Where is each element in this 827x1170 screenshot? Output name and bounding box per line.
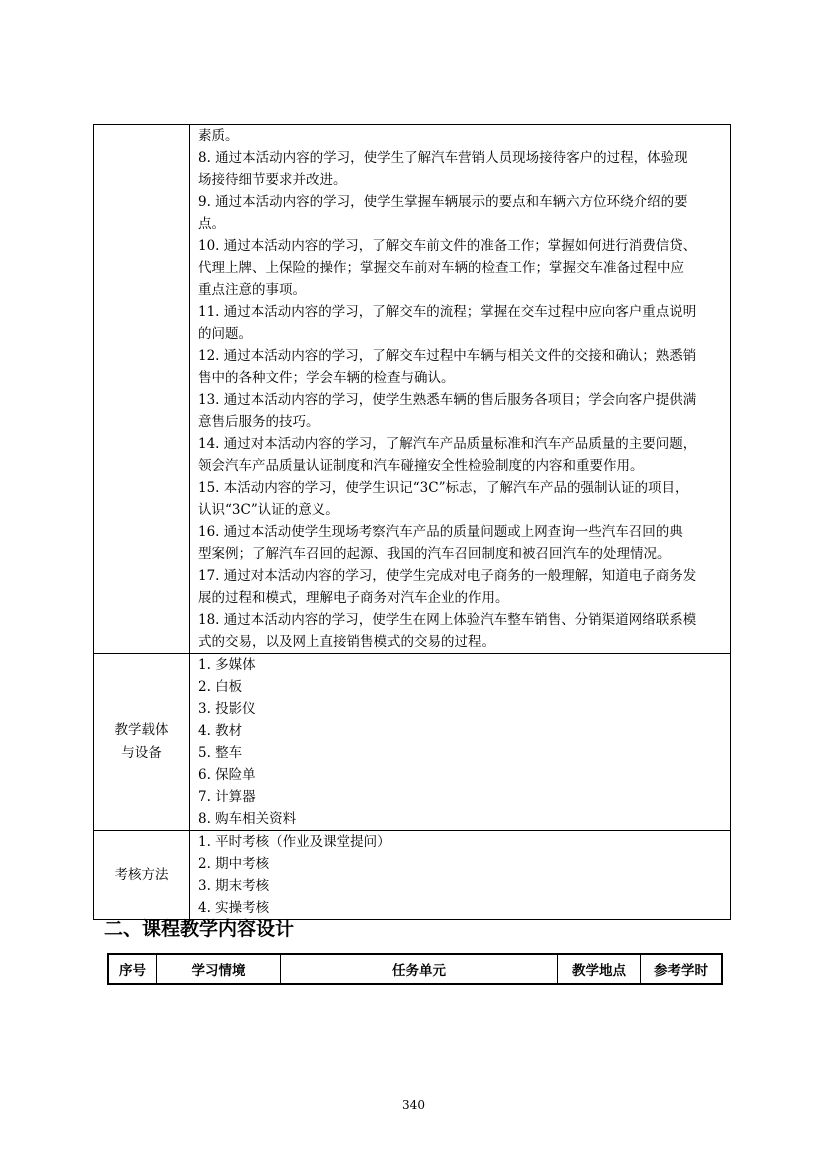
objectives-label-cell xyxy=(94,125,190,654)
equipment-item: 5. 整车 xyxy=(198,745,243,761)
section-heading: 二、课程教学内容设计 xyxy=(104,918,295,940)
objective-line: 领会汽车产品质量认证制度和汽车碰撞安全性检验制度的内容和重要作用。 xyxy=(198,458,644,474)
assessment-label-cell xyxy=(94,831,190,920)
objective-line: 14. 通过对本活动内容的学习，了解汽车产品质量标准和汽车产品质量的主要问题， xyxy=(198,436,697,452)
objective-line: 场接待细节要求并改进。 xyxy=(198,172,347,188)
objective-line: 10. 通过本活动内容的学习，了解交车前文件的准备工作；掌握如何进行消费信贷、 xyxy=(198,238,697,254)
equipment-item: 1. 多媒体 xyxy=(198,657,256,673)
equipment-list xyxy=(198,654,722,830)
course-info-table xyxy=(93,124,731,920)
equipment-item: 2. 白板 xyxy=(198,679,243,695)
page-number: 340 xyxy=(402,1098,425,1112)
equipment-item: 8. 购车相关资料 xyxy=(198,811,297,827)
assessment-item: 4. 实操考核 xyxy=(198,900,270,916)
equipment-label-cell xyxy=(94,654,190,831)
assessment-item: 1. 平时考核（作业及课堂提问） xyxy=(198,834,391,850)
assessment-list xyxy=(198,831,722,919)
objective-line: 认识“3C”认证的意义。 xyxy=(198,502,339,518)
assessment-content-cell xyxy=(190,831,731,920)
assessment-row xyxy=(94,831,731,920)
objective-line: 重点注意的事项。 xyxy=(198,282,306,298)
column-header-index: 序号 xyxy=(108,954,157,984)
column-header-task-unit: 任务单元 xyxy=(281,954,558,984)
equipment-item: 4. 教材 xyxy=(198,723,243,739)
objective-line: 式的交易，以及网上直接销售模式的交易的过程。 xyxy=(198,634,495,650)
column-header-location: 教学地点 xyxy=(558,954,641,984)
equipment-content-cell xyxy=(190,654,731,831)
objective-line: 点。 xyxy=(198,216,225,232)
content-design-table-header xyxy=(107,953,723,985)
equipment-row xyxy=(94,654,731,831)
objective-line: 意售后服务的技巧。 xyxy=(198,414,320,430)
column-header-learning-context: 学习情境 xyxy=(157,954,281,984)
objective-line: 13. 通过本活动内容的学习，使学生熟悉车辆的售后服务各项目；学会向客户提供满 xyxy=(198,392,697,408)
equipment-item: 7. 计算器 xyxy=(198,789,256,805)
objectives-list xyxy=(198,125,722,653)
objective-line: 代理上牌、上保险的操作；掌握交车前对车辆的检查工作；掌握交车准备过程中应 xyxy=(198,260,684,276)
equipment-item: 3. 投影仪 xyxy=(198,701,256,717)
objective-line: 素质。 xyxy=(198,128,239,144)
equipment-label-line2: 与设备 xyxy=(121,745,162,761)
objective-line: 展的过程和模式，理解电子商务对汽车企业的作用。 xyxy=(198,590,509,606)
header-row xyxy=(108,954,722,984)
equipment-item: 6. 保险单 xyxy=(198,767,256,783)
objective-line: 16. 通过本活动使学生现场考察汽车产品的质量问题或上网查询一些汽车召回的典 xyxy=(198,524,683,540)
objective-line: 8. 通过本活动内容的学习，使学生了解汽车营销人员现场接待客户的过程，体验现 xyxy=(198,150,688,166)
assessment-item: 3. 期末考核 xyxy=(198,878,270,894)
objective-line: 11. 通过本活动内容的学习，了解交车的流程；掌握在交车过程中应向客户重点说明 xyxy=(198,304,697,320)
objective-line: 15. 本活动内容的学习，使学生识记“3C”标志，了解汽车产品的强制认证的项目， xyxy=(198,480,689,496)
assessment-item: 2. 期中考核 xyxy=(198,856,270,872)
objective-line: 型案例；了解汽车召回的起源、我国的汽车召回制度和被召回汽车的处理情况。 xyxy=(198,546,671,562)
objective-line: 12. 通过本活动内容的学习，了解交车过程中车辆与相关文件的交接和确认；熟悉销 xyxy=(198,348,697,364)
objective-line: 17. 通过对本活动内容的学习，使学生完成对电子商务的一般理解，知道电子商务发 xyxy=(198,568,697,584)
objectives-row xyxy=(94,125,731,654)
objective-line: 售中的各种文件；学会车辆的检查与确认。 xyxy=(198,370,455,386)
objective-line: 的问题。 xyxy=(198,326,252,342)
objective-line: 9. 通过本活动内容的学习，使学生掌握车辆展示的要点和车辆六方位环绕介绍的要 xyxy=(198,194,688,210)
objective-line: 18. 通过本活动内容的学习，使学生在网上体验汽车整车销售、分销渠道网络联系模 xyxy=(198,612,697,628)
assessment-label: 考核方法 xyxy=(114,866,169,883)
column-header-hours: 参考学时 xyxy=(641,954,723,984)
objectives-content-cell xyxy=(190,125,731,654)
equipment-label-line1: 教学载体 xyxy=(114,722,169,738)
